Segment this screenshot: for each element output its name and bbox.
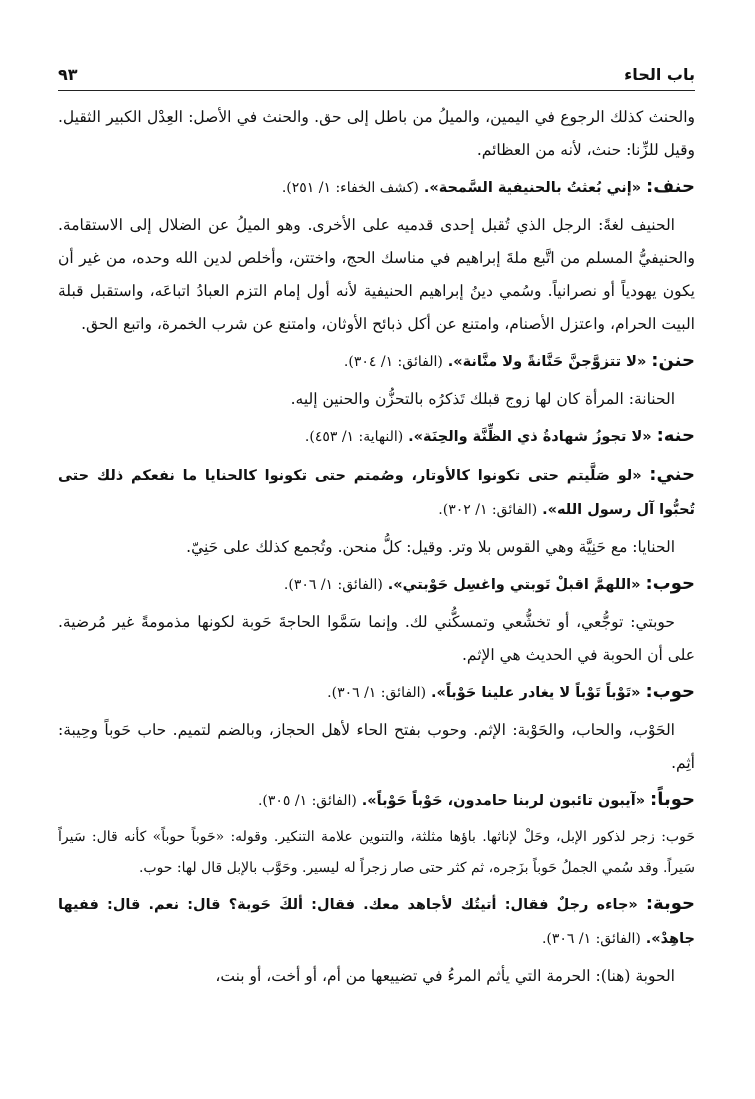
entry-headword: حنن: — [651, 350, 695, 371]
entry-headword: حني: — [649, 464, 695, 485]
entry-source: (الفائق: ١/ ٣٠٦). — [283, 577, 383, 593]
dictionary-entry — [58, 458, 695, 527]
paragraph: الحنانة: المرأة كان لها زوج قبلك تَذكرُه بالتحزُّن والحنين إليه. — [290, 390, 675, 408]
entry-source: (الفائق: ١/ ٣٠٦). — [541, 931, 641, 947]
entry-source: (النهاية: ١/ ٤٥٣). — [304, 429, 404, 445]
dictionary-entry — [58, 887, 695, 956]
entry-quote: «تَوْباً تَوْباً لا يغادر علينا حَوْباً». — [430, 685, 641, 701]
page-header — [58, 52, 695, 84]
entry-source: (الفائق: ١/ ٣٠٦). — [327, 685, 427, 701]
header-rule — [58, 90, 695, 91]
dictionary-entry — [58, 419, 695, 454]
dictionary-entry — [58, 344, 695, 379]
section-title: باب الحاء — [624, 65, 695, 84]
dictionary-entry — [58, 170, 695, 205]
entry-headword: حوب: — [645, 573, 695, 594]
paragraph: الحوبة (هنا): الحرمة التي يأثم المرءُ في تضييعها من أم، أو أخت، أو بنت، — [215, 967, 675, 985]
entry-quote: «لا تتزوَّجنَّ حَنَّانةً ولا منَّانة». — [447, 354, 647, 370]
paragraph: الحنيف لغةً: الرجل الذي تُقبل إحدى قدميه على الأخرى. وهو الميلُ عن الضلال إلى الاستقامة. والحنيفيُّ المسلم من اتَّبع ملةَ إبراهيم في مناسك الحج، واختتن، وأخلص لدين الله وحده، من غير أن يكون يهودياً أو نصرانياً. وسُمي دينُ إبراهيم الحنيفية لأنه أول إمام التزم العبادُ اتباعَه، واستقبل قبلة البيت الحرام، واعتزل الأصنام، وامتنع عن أكل ذبائح الأوثان، وامتنع عن شرب الخمرة، واتبع الحق. — [58, 216, 695, 333]
entry-headword: حنه: — [656, 425, 695, 446]
dictionary-entry — [58, 675, 695, 710]
entry-quote: «لو صَلَّيتم حتى تكونوا كالأوتار، وصُمتم حتى تكونوا كالحنايا ما نفعكم ذلك حتى تُحبُّوا آل رسول الله». — [58, 468, 695, 518]
page-number: ٩٣ — [58, 65, 78, 84]
paragraph: حوبتي: توجُّعي، أو تخشُّعي وتمسكُّني لك. وإنما سَمَّوا الحاجةَ حَوبة لكونها مذمومةً غير مُرضية. على أن الحوبة في الحديث هي الإثم. — [58, 613, 695, 664]
entry-source: (الفائق: ١/ ٣٠٥). — [257, 793, 357, 809]
entry-headword: حنف: — [646, 176, 695, 197]
entry-quote: «جاءه رجلٌ فقال: أتيتُك لأجاهد معك. فقال: ألكَ حَوبة؟ قال: نعم. قال: ففيها جاهِدْ». — [58, 897, 695, 947]
paragraph: الحنايا: مع حَنِيَّة وهي القوس بلا وتر. وقيل: كلُّ منحن. وتُجمع كذلك على حَنِيّ. — [186, 538, 675, 556]
entry-source: (الفائق: ١/ ٣٠٤). — [343, 354, 443, 370]
entry-headword: حوب: — [645, 681, 695, 702]
entry-quote: «آيبون تائبون لربنا حامدون، حَوْباً حَوْباً». — [361, 793, 646, 809]
entry-quote: «اللهمَّ اقبلْ تَوبتي واغسِل حَوْبتي». — [387, 577, 641, 593]
paragraph: والحنث كذلك الرجوع في اليمين، والميلُ من باطل إلى حق. والحنث في الأصل: العِدْل الكبير الثقيل. وقيل للزِّنا: حنث، لأنه من العظائم. — [58, 108, 695, 159]
dictionary-entry — [58, 567, 695, 602]
entry-source: (كشف الخفاء: ١/ ٢٥١). — [281, 180, 419, 196]
page-body — [58, 101, 695, 993]
entry-quote: «إني بُعثتُ بالحنيفية السَّمحة». — [423, 180, 642, 196]
entry-headword: حوباً: — [650, 789, 695, 810]
paragraph: حَوب: زجر لذكور الإبل، وحَلْ لإناثها. باؤها مثلثة، والتنوين علامة التنكير. وقوله: «حَوباً حوباً» كأنه قال: سَيراً سَيراً. وقد سُمي الجملُ حَوباً بزَجره، ثم كثر حتى صار زجراً له ليسير. وحَوَّب بالإبل قال لها: حوب. — [58, 829, 695, 876]
dictionary-entry — [58, 783, 695, 818]
entry-headword: حوبة: — [645, 893, 695, 914]
entry-quote: «لا تجوزُ شهادةُ ذي الظِّنَّة والحِنَة». — [408, 429, 652, 445]
entry-source: (الفائق: ١/ ٣٠٢). — [438, 502, 538, 518]
paragraph: الحَوْب، والحاب، والحَوْبة: الإثم. وحوب بفتح الحاء لأهل الحجاز، وبالضم لتميم. حاب حَوباً وحِيبة: أثِم. — [58, 721, 695, 772]
